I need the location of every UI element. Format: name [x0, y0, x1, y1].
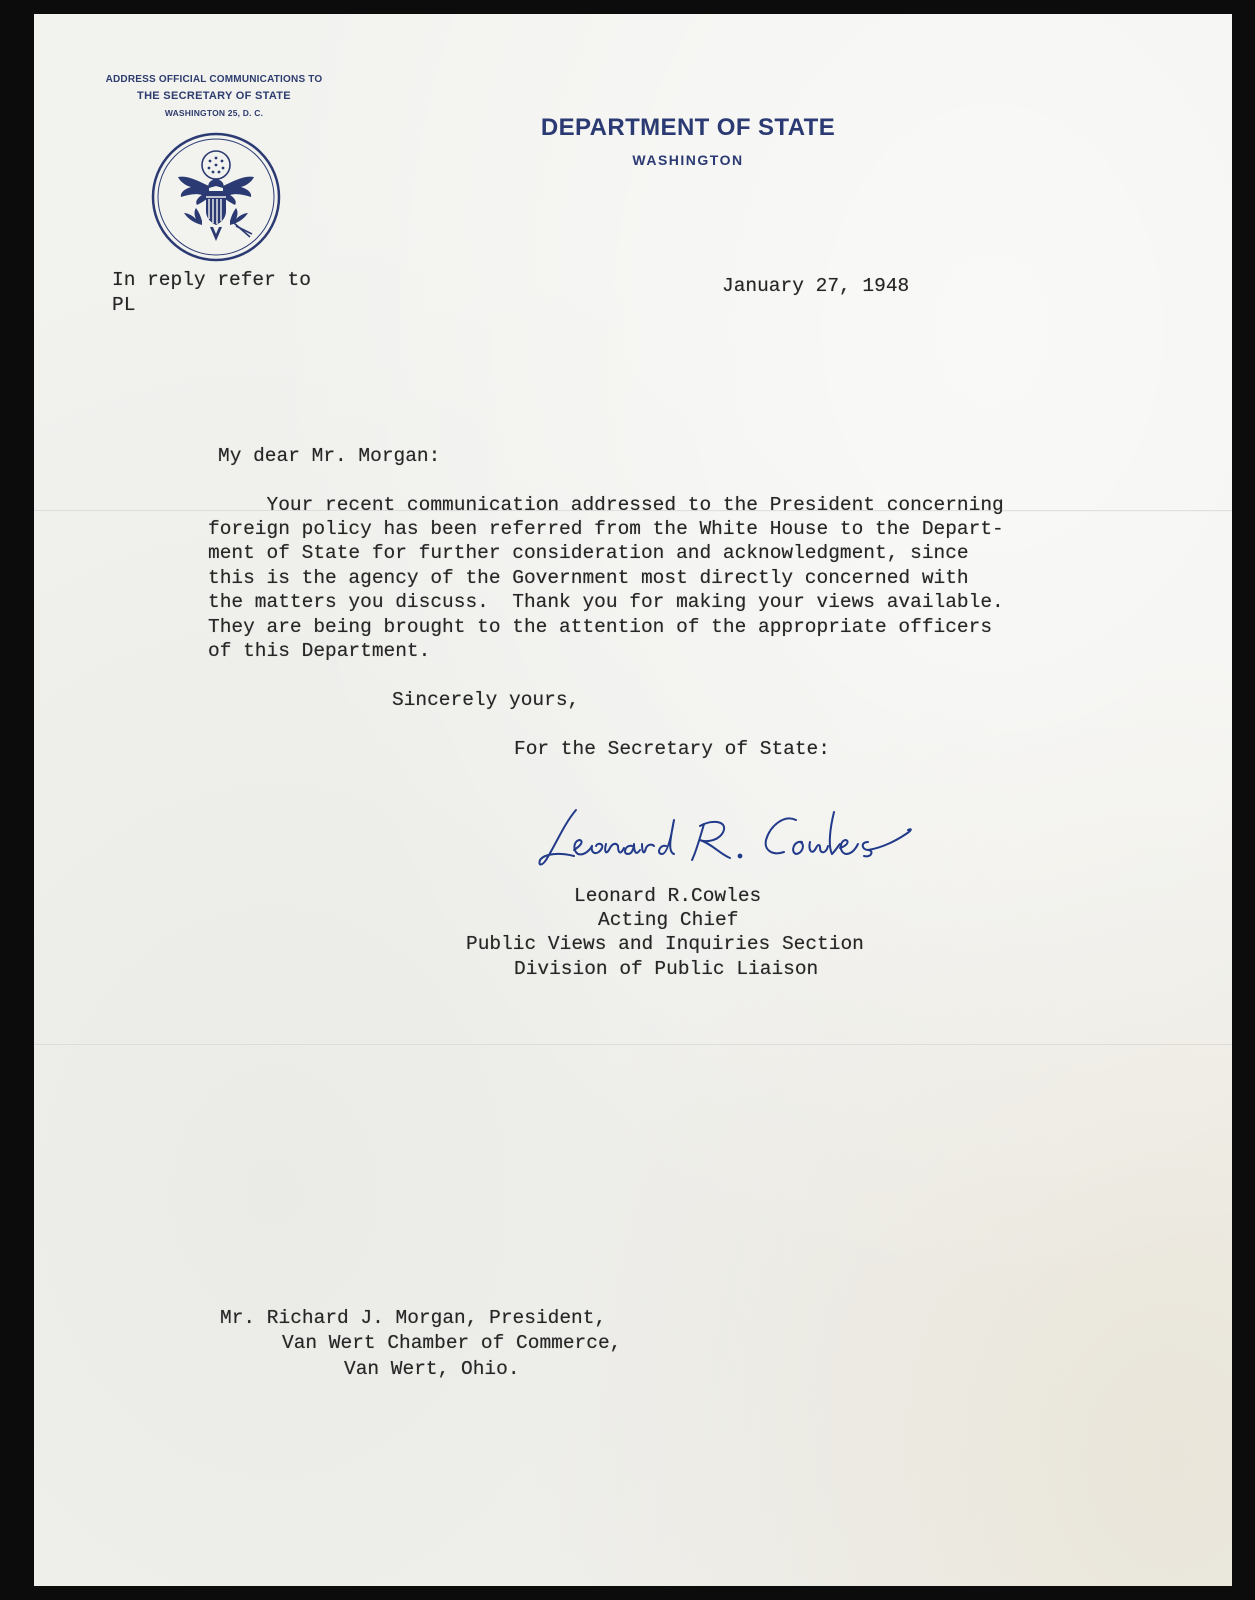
reference-line1: In reply refer to — [112, 269, 311, 291]
signatory-title: Acting Chief — [598, 909, 739, 931]
letterhead-address — [96, 71, 332, 122]
closing: Sincerely yours, — [392, 689, 580, 711]
body-line: ment of State for further consideration and acknowledgment, since — [208, 542, 969, 564]
body-line: of this Department. — [208, 640, 431, 662]
letterhead-address-line2: THE SECRETARY OF STATE — [137, 90, 291, 102]
body-line: Your recent communication addressed to the President concerning — [208, 494, 1004, 516]
body-line: They are being brought to the attention of the appropriate officers — [208, 616, 993, 638]
body-line: the matters you discuss. Thank you for making your views available. — [208, 591, 1004, 613]
handwritten-signature — [534, 804, 954, 894]
department-city: WASHINGTON — [632, 152, 744, 168]
reference-line2: PL — [112, 294, 136, 316]
department-title: DEPARTMENT OF STATE — [540, 114, 836, 141]
signatory-division: Division of Public Liaison — [514, 958, 819, 980]
letter-date: January 27, 1948 — [722, 275, 910, 297]
body-line: this is the agency of the Government most directly concerned with — [208, 567, 969, 589]
salutation: My dear Mr. Morgan: — [218, 445, 441, 467]
recipient-line1: Mr. Richard J. Morgan, President, — [220, 1307, 607, 1329]
signatory-name: Leonard R.Cowles — [574, 885, 762, 907]
paper-fold-lower — [34, 1044, 1232, 1046]
letterhead-address-line1: ADDRESS OFFICIAL COMMUNICATIONS TO — [105, 74, 323, 85]
body-line: foreign policy has been referred from the White House to the Depart- — [208, 518, 1004, 540]
recipient-line2: Van Wert Chamber of Commerce, — [282, 1332, 622, 1354]
letter-page — [34, 14, 1232, 1586]
great-seal-icon — [150, 131, 282, 263]
recipient-line3: Van Wert, Ohio. — [344, 1358, 520, 1380]
letterhead-address-line3: WASHINGTON 25, D. C. — [164, 108, 264, 118]
signatory-section: Public Views and Inquiries Section — [466, 933, 864, 955]
on-behalf-line: For the Secretary of State: — [514, 738, 830, 760]
